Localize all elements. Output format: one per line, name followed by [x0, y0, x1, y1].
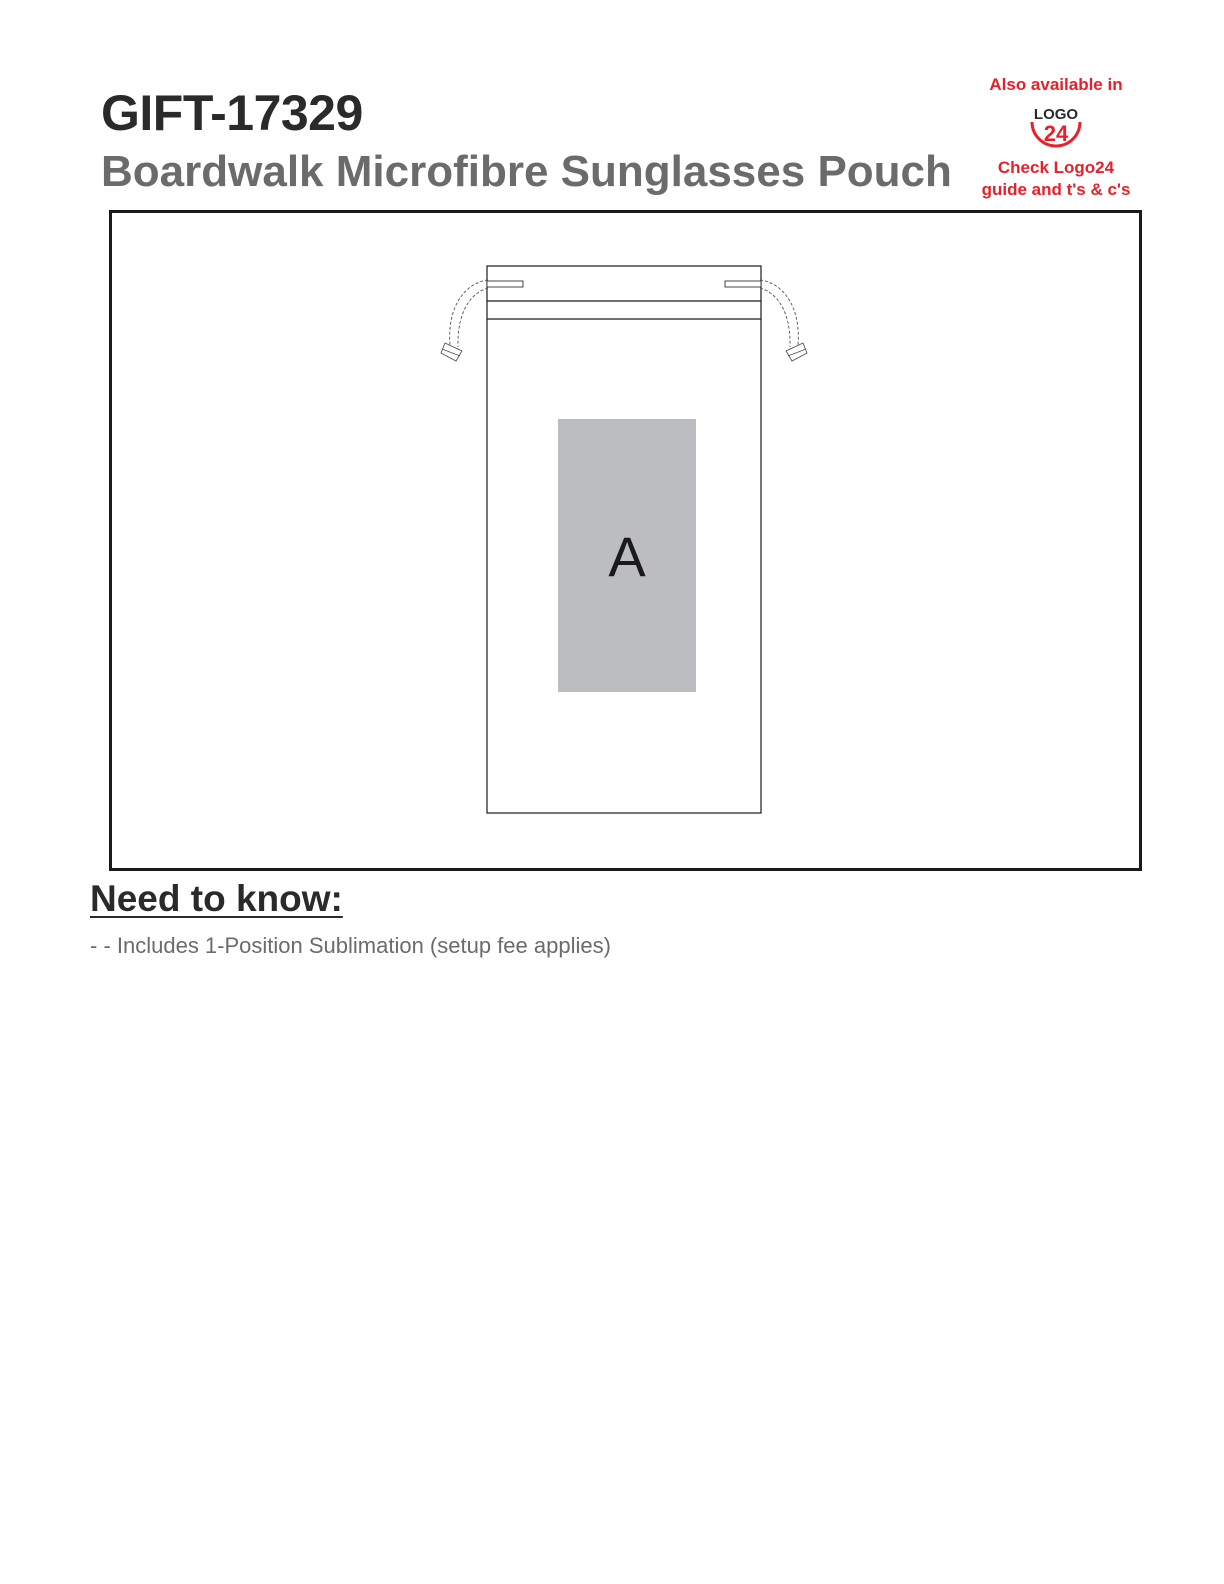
print-area-label: A [608, 525, 646, 588]
logo24-bottom-text-1: Check Logo24 [997, 158, 1115, 177]
logo24-icon-text: LOGO [1033, 106, 1079, 123]
logo24-icon-number: 24 [1043, 121, 1069, 146]
need-to-know-item: - - Includes 1-Position Sublimation (setup fee applies) [90, 933, 611, 958]
logo24-bottom-text-2: guide and t's & c's [981, 180, 1131, 199]
product-drawing-frame [109, 210, 1142, 871]
need-to-know-heading: Need to know: [90, 878, 343, 919]
product-code: GIFT-17329 [101, 85, 363, 141]
logo24-icon [1026, 100, 1086, 156]
logo24-badge [966, 74, 1146, 204]
logo24-top-text: Also available in [989, 75, 1123, 94]
product-name: Boardwalk Microfibre Sunglasses Pouch [101, 147, 952, 196]
pouch-drawing [112, 213, 1139, 868]
